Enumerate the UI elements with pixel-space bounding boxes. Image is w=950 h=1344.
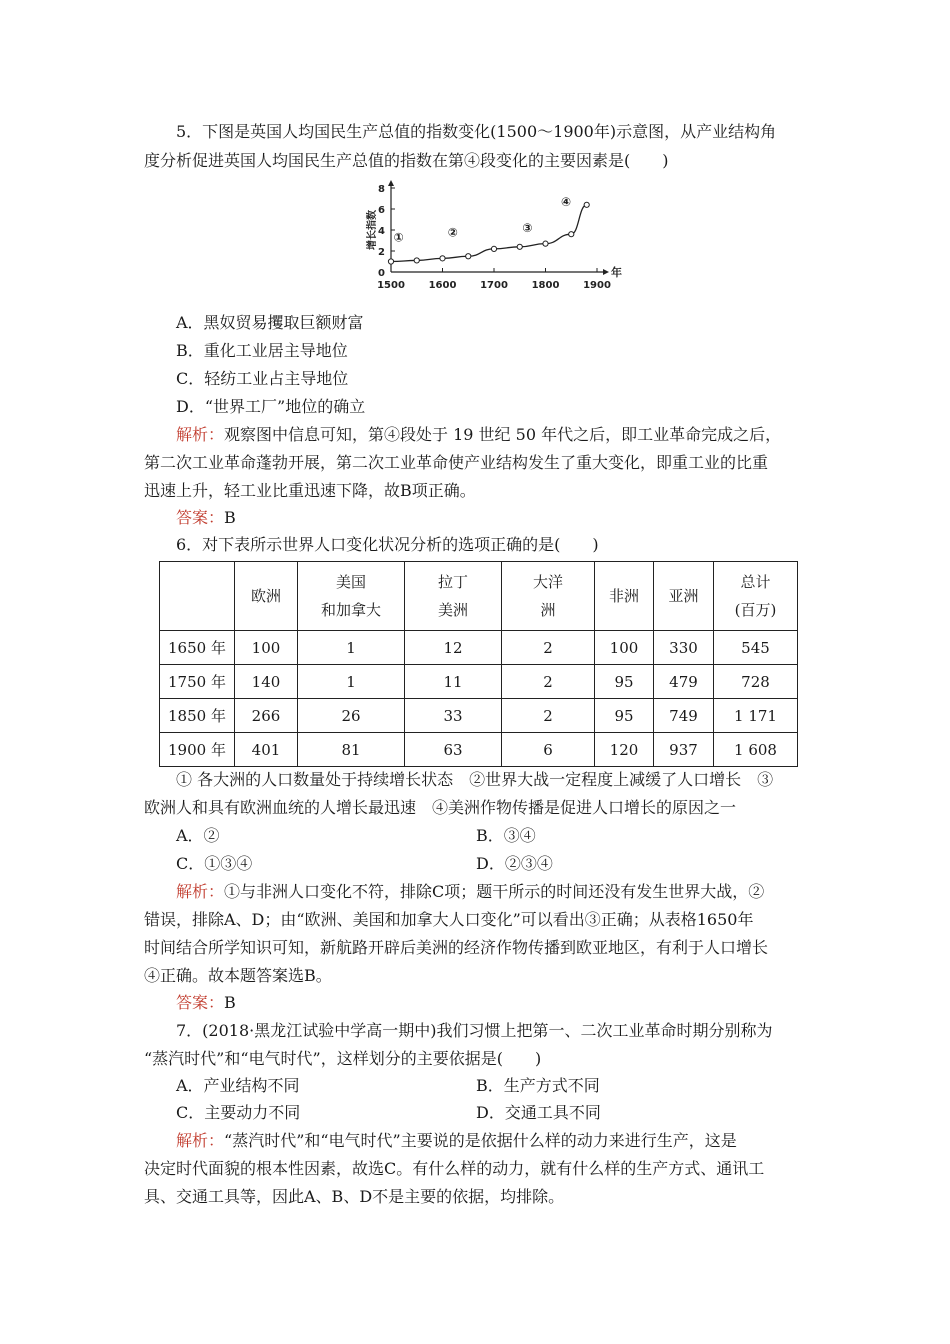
q6-option-d: D．②③④ bbox=[476, 854, 553, 873]
x-tick-label: 1500 bbox=[377, 280, 405, 291]
table-cell: 95 bbox=[595, 665, 654, 699]
header-label: 和加拿大 bbox=[320, 601, 381, 619]
table-cell: 2 bbox=[502, 631, 595, 665]
table-cell: 749 bbox=[654, 699, 714, 733]
header-label: 欧洲 bbox=[250, 587, 281, 605]
q6-option-c: C．①③④ bbox=[176, 854, 253, 873]
table-cell: 11 bbox=[405, 665, 502, 699]
table-cell: 2 bbox=[502, 665, 595, 699]
table-cell: 1 171 bbox=[714, 699, 798, 733]
header-label: 拉丁 bbox=[437, 573, 468, 591]
q5-stem-line2: 度分析促进英国人均国民生产总值的指数在第④段变化的主要因素是( ) bbox=[144, 151, 669, 170]
table-cell: 1 bbox=[298, 665, 405, 699]
header-label: 非洲 bbox=[608, 587, 639, 605]
table-cell: 1750 年 bbox=[160, 665, 235, 699]
x-tick-label: 1800 bbox=[531, 280, 560, 291]
q7-analysis-label: 解析： bbox=[176, 1131, 225, 1150]
q6-answer-label: 答案： bbox=[176, 993, 225, 1012]
table-cell: 26 bbox=[298, 699, 405, 733]
data-point bbox=[414, 258, 419, 263]
table-cell: 6 bbox=[502, 733, 595, 767]
table-cell: 937 bbox=[654, 733, 714, 767]
table-cell: 120 bbox=[595, 733, 654, 767]
x-axis-arrow bbox=[603, 269, 609, 275]
data-point bbox=[440, 256, 445, 261]
header-cell-asia bbox=[654, 562, 714, 631]
table-cell: 1 608 bbox=[714, 733, 798, 767]
header-label: (百万) bbox=[734, 601, 777, 619]
y-axis-label: 增长指数 bbox=[367, 210, 378, 250]
table-cell: 140 bbox=[235, 665, 298, 699]
table-cell: 2 bbox=[502, 699, 595, 733]
q7-stem-line1: 7．(2018·黑龙江试验中学高一期中)我们习惯上把第一、二次工业革命时期分别称为 bbox=[176, 1021, 773, 1040]
q5-option-d: D．“世界工厂”地位的确立 bbox=[176, 397, 366, 416]
q5-option-a: A．黑奴贸易攫取巨额财富 bbox=[176, 313, 364, 332]
table-row bbox=[160, 733, 798, 767]
header-label: 总计 bbox=[740, 573, 771, 591]
x-tick-label: 1700 bbox=[480, 280, 508, 291]
table-cell: 401 bbox=[235, 733, 298, 767]
q6-analysis-line1 bbox=[176, 882, 764, 902]
q5-answer: B bbox=[224, 508, 236, 527]
table-cell: 330 bbox=[654, 631, 714, 665]
q5-analysis-line2: 第二次工业革命蓬勃开展，第二次工业革命使产业结构发生了重大变化，即重工业的比重 bbox=[144, 453, 769, 472]
q5-option-c: C．轻纺工业占主导地位 bbox=[176, 369, 349, 388]
q7-analysis-line1 bbox=[176, 1131, 737, 1151]
q7-option-b: B．生产方式不同 bbox=[476, 1076, 600, 1095]
q7-analysis-line3: 具、交通工具等，因此A、B、D不是主要的依据，均排除。 bbox=[144, 1187, 565, 1206]
table-cell: 81 bbox=[298, 733, 405, 767]
q7-option-a: A．产业结构不同 bbox=[176, 1076, 300, 1095]
population-table bbox=[159, 561, 798, 767]
q5-answer-label: 答案： bbox=[176, 508, 225, 527]
x-axis-label: 年 bbox=[611, 266, 622, 279]
y-tick-label: 4 bbox=[378, 226, 385, 237]
table-cell: 33 bbox=[405, 699, 502, 733]
header-cell-africa bbox=[595, 562, 654, 631]
series-line bbox=[391, 205, 587, 262]
header-cell-us-canada bbox=[298, 562, 405, 631]
q5-option-b: B．重化工业居主导地位 bbox=[176, 341, 348, 360]
segment-annotation: ④ bbox=[561, 194, 572, 209]
q6-option-a: A．② bbox=[176, 826, 220, 845]
header-label: 美国 bbox=[335, 573, 366, 591]
q7-analysis-text1: “蒸汽时代”和“电气时代”主要说的是依据什么样的动力来进行生产，这是 bbox=[224, 1131, 737, 1150]
header-cell-empty bbox=[160, 562, 235, 631]
data-point bbox=[517, 244, 522, 249]
q6-statements-line1: ① 各大洲的人口数量处于持续增长状态 ②世界大战一定程度上减缓了人口增长 ③ bbox=[176, 770, 774, 789]
q6-stem: 6．对下表所示世界人口变化状况分析的选项正确的是( ) bbox=[176, 535, 599, 554]
table-cell: 100 bbox=[595, 631, 654, 665]
table-cell: 95 bbox=[595, 699, 654, 733]
q5-answer-line bbox=[176, 508, 236, 528]
table-header-row bbox=[160, 562, 798, 631]
q5-analysis-label: 解析： bbox=[176, 425, 225, 444]
table-cell: 1900 年 bbox=[160, 733, 235, 767]
table-cell: 479 bbox=[654, 665, 714, 699]
data-point bbox=[388, 259, 393, 264]
y-tick-label: 0 bbox=[378, 268, 385, 279]
table-cell: 1850 年 bbox=[160, 699, 235, 733]
q5-index-chart bbox=[355, 180, 622, 298]
q7-stem-line2: “蒸汽时代”和“电气时代”，这样划分的主要依据是( ) bbox=[144, 1049, 542, 1068]
segment-annotation: ③ bbox=[522, 221, 533, 236]
y-axis-arrow bbox=[388, 180, 394, 186]
data-point bbox=[491, 246, 496, 251]
q6-analysis-text1: ①与非洲人口变化不符，排除C项；题干所示的时间还没有发生世界大战，② bbox=[224, 882, 765, 901]
table-row bbox=[160, 699, 798, 733]
q5-analysis-line3: 迅速上升，轻工业比重迅速下降，故B项正确。 bbox=[144, 481, 476, 500]
data-point bbox=[569, 232, 574, 237]
table-row bbox=[160, 631, 798, 665]
header-label: 亚洲 bbox=[668, 587, 699, 605]
segment-annotation: ① bbox=[393, 230, 404, 245]
header-cell-europe bbox=[235, 562, 298, 631]
data-point bbox=[466, 254, 471, 259]
table-cell: 728 bbox=[714, 665, 798, 699]
q7-analysis-line2: 决定时代面貌的根本性因素，故选C。有什么样的动力，就有什么样的生产方式、通讯工 bbox=[144, 1159, 765, 1178]
q6-statements-line2: 欧洲人和具有欧洲血统的人增长最迅速 ④美洲作物传播是促进人口增长的原因之一 bbox=[144, 798, 737, 817]
header-cell-oceania bbox=[502, 562, 595, 631]
q6-analysis-line4: ④正确。故本题答案选B。 bbox=[144, 966, 332, 985]
table-row bbox=[160, 665, 798, 699]
table-cell: 100 bbox=[235, 631, 298, 665]
data-point bbox=[543, 241, 548, 246]
header-cell-total bbox=[714, 562, 798, 631]
q6-analysis-label: 解析： bbox=[176, 882, 225, 901]
q7-option-c: C．主要动力不同 bbox=[176, 1103, 301, 1122]
header-label: 洲 bbox=[540, 601, 556, 619]
header-label: 大洋 bbox=[532, 573, 563, 591]
segment-annotation: ② bbox=[447, 225, 458, 240]
table-cell: 12 bbox=[405, 631, 502, 665]
q5-stem-line1: 5．下图是英国人均国民生产总值的指数变化(1500～1900年)示意图，从产业结构角 bbox=[176, 122, 777, 141]
x-tick-label: 1900 bbox=[583, 280, 611, 291]
q5-analysis-line1 bbox=[176, 425, 781, 445]
table-cell: 1 bbox=[298, 631, 405, 665]
table-cell: 1650 年 bbox=[160, 631, 235, 665]
q6-answer: B bbox=[224, 993, 236, 1012]
q7-option-d: D．交通工具不同 bbox=[476, 1103, 601, 1122]
header-cell-latin-america bbox=[405, 562, 502, 631]
table-cell: 266 bbox=[235, 699, 298, 733]
x-tick-label: 1600 bbox=[428, 280, 457, 291]
header-label: 美洲 bbox=[437, 601, 468, 619]
y-tick-label: 8 bbox=[378, 184, 385, 195]
y-tick-label: 2 bbox=[378, 247, 385, 258]
q6-answer-line bbox=[176, 993, 236, 1013]
y-tick-label: 6 bbox=[378, 205, 385, 216]
data-point bbox=[584, 202, 589, 207]
q6-option-b: B．③④ bbox=[476, 826, 536, 845]
table-cell: 545 bbox=[714, 631, 798, 665]
q6-analysis-line2: 错误，排除A、D；由“欧洲、美国和加拿大人口变化”可以看出③正确；从表格1650年 bbox=[144, 910, 754, 929]
q5-analysis-text1: 观察图中信息可知，第④段处于 19 世纪 50 年代之后，即工业革命完成之后， bbox=[224, 425, 782, 444]
q6-analysis-line3: 时间结合所学知识可知，新航路开辟后美洲的经济作物传播到欧亚地区，有利于人口增长 bbox=[144, 938, 769, 957]
chart-svg bbox=[355, 180, 622, 298]
table-cell: 63 bbox=[405, 733, 502, 767]
